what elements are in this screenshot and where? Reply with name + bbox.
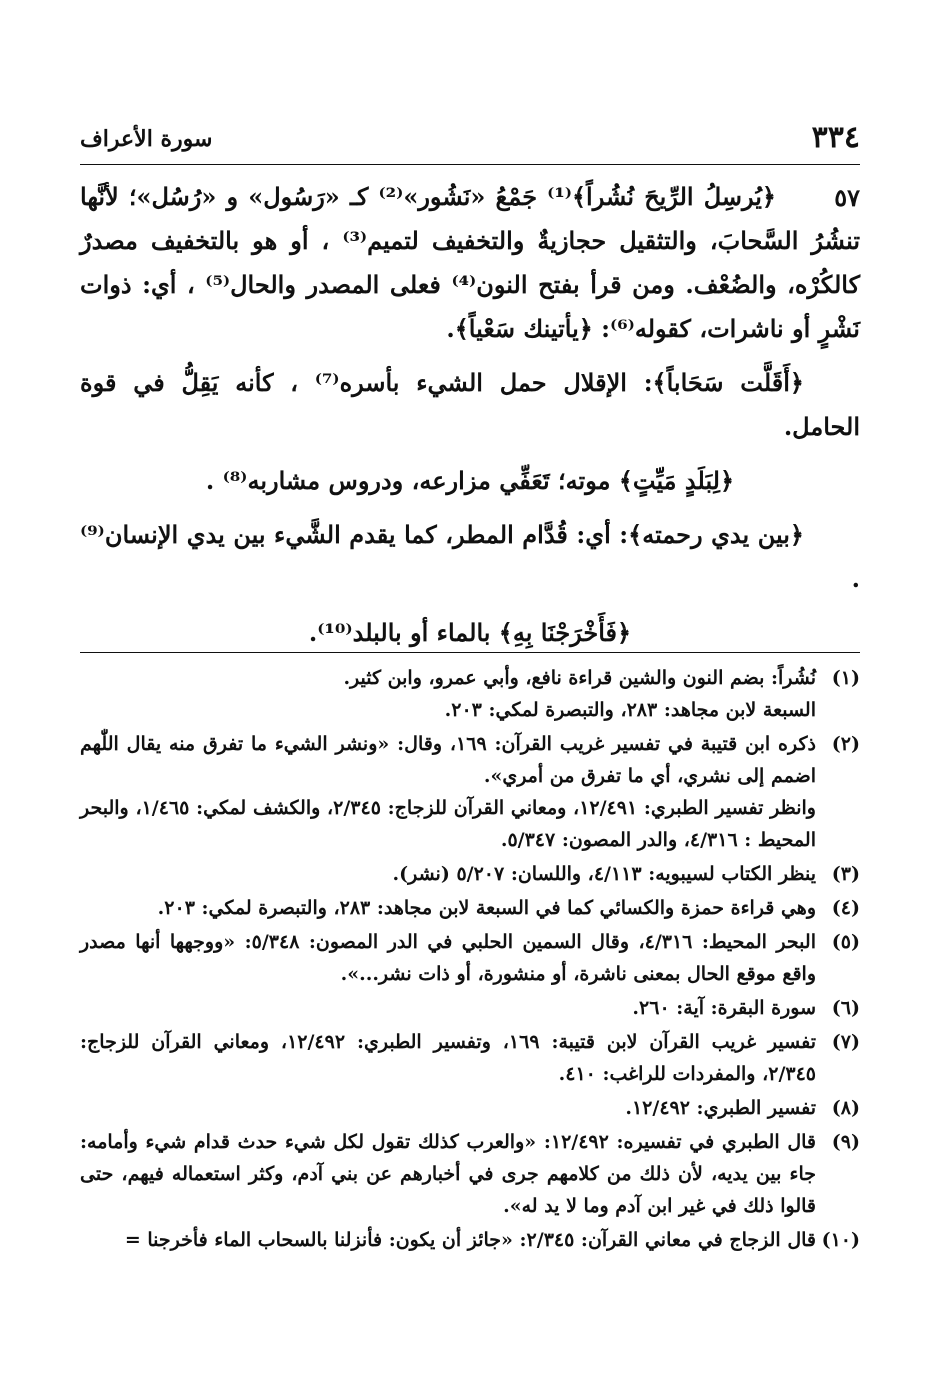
- footnote-number: (٧): [831, 1031, 860, 1053]
- footnote-text: ينظر الكتاب لسيبويه: ٤/١١٣، واللسان: ٥/٢٠٧ (نشر).: [392, 863, 816, 885]
- header-divider: [80, 164, 860, 165]
- footnote-text: نُشُراً: بضم النون والشين قراءة نافع، وأبي عمرو، وابن كثير.: [343, 667, 816, 689]
- footnote-number: (٤): [831, 897, 860, 919]
- footnote-text: سورة البقرة: آية: ٢٦٠.: [632, 997, 816, 1019]
- footnote-text: البحر المحيط: ٤/٣١٦، وقال السمين الحلبي في الدر المصون: ٥/٣٤٨: «ووجهها أنها مصدر واقع موقع الحال بمعنى ناشرة، أو منشورة، أو ذات نشر...».: [80, 931, 816, 985]
- main-text: [80, 175, 860, 655]
- footnote: [80, 728, 860, 856]
- surah-name: سورة الأعراف: [80, 126, 213, 152]
- commentary-entry: ﴿بين يدي رحمته﴾: أي: قُدَّام المطر، كما يقدم الشَّيء بين يدي الإنسان⁽⁹⁾ .: [80, 520, 860, 593]
- footnote-number: (١): [831, 667, 860, 689]
- footnote-number: (٥): [831, 931, 860, 953]
- footnote-text: قال الطبري في تفسيره: ١٢/٤٩٢: «والعرب كذلك تقول لكل شيء حدث قدام شيء وأمامه: جاء بين يديه، لأن ذلك من كلامهم جرى في أخبارهم عن بني آدم، وكثر استعماله فيهم، حتى قالوا ذلك في غير ابن آدم وما لا يد له».: [80, 1131, 816, 1217]
- footnote-number: (٣): [831, 863, 860, 885]
- commentary-entry: ﴿أَقَلَّت سَحَاباً﴾: الإقلال حمل الشيء بأسره⁽⁷⁾ ، كأنه يَقِلُّ في قوة الحامل.: [80, 368, 860, 441]
- running-header: [80, 120, 860, 164]
- footnote: [80, 858, 860, 890]
- footnote-text: وهي قراءة حمزة والكسائي كما في السبعة لابن مجاهد: ٢٨٣، والتبصرة لمكي: ٢٠٣.: [157, 897, 816, 919]
- footnote-number: (٨): [831, 1097, 860, 1119]
- footnotes: [80, 662, 860, 1258]
- footnote: [80, 662, 860, 726]
- footnote-text: ذكره ابن قتيبة في تفسير غريب القرآن: ١٦٩، وقال: «ونشر الشيء ما تفرق منه يقال اللّٰهم اضمم إلى نشري، أي ما تفرق من أمري».: [80, 733, 816, 787]
- commentary-entry: ﴿فَأَخْرَجْنَا بِهِ﴾ بالماء أو بالبلد⁽¹⁰⁾.: [308, 618, 632, 647]
- footnote: [80, 1126, 860, 1222]
- footnote-number: (٦): [831, 997, 860, 1019]
- commentary-text: ﴿يُرسِلُ الرِّيحَ نُشُراً﴾⁽¹⁾ جَمْعُ «نَشُور»⁽²⁾ كـ «رَسُول» و «رُسُل»؛ لأنَّها تنشُرُ السَّحابَ، والتثقيل حجازيةٌ والتخفيف لتميم⁽³⁾ ، أو هو بالتخفيف مصدرٌ كالكُرْه، والضُعْف. ومن قرأ بفتح النون⁽⁴⁾ فعلى المصدر والحال⁽⁵⁾ ، أي: ذوات نَشْرٍ أو ناشرات، كقوله⁽⁶⁾: ﴿يأتينك سَعْياً﴾.: [80, 182, 861, 343]
- footnote: [80, 926, 860, 990]
- footnote-text: السبعة لابن مجاهد: ٢٨٣، والتبصرة لمكي: ٢٠٣.: [444, 699, 816, 721]
- footnote-text: تفسير الطبري: ١٢/٤٩٢.: [625, 1097, 816, 1119]
- footnote-number: (٩): [831, 1131, 860, 1153]
- verse-number: ٥٧: [834, 183, 860, 212]
- footnote-number: (٢): [831, 733, 860, 755]
- page-number: ٣٣٤: [811, 120, 860, 155]
- footnote: [80, 1026, 860, 1090]
- footnote-divider: [80, 652, 860, 653]
- commentary-entry: [80, 175, 860, 351]
- footnote-text: قال الزجاج في معاني القرآن: ٢/٣٤٥: «جائز أن يكون: فأنزلنا بالسحاب الماء فأخرجنا =: [124, 1229, 816, 1251]
- footnote-text: تفسير غريب القرآن لابن قتيبة: ١٦٩، وتفسير الطبري: ١٢/٤٩٢، ومعاني القرآن للزجاج: ٢/٣٤٥، والمفردات للراغب: ٤١٠.: [80, 1031, 816, 1085]
- footnote-text: وانظر تفسير الطبري: ١٢/٤٩١، ومعاني القرآن للزجاج: ٢/٣٤٥، والكشف لمكي: ١/٤٦٥، والبحر المحيط : ٤/٣١٦، والدر المصون: ٥/٣٤٧.: [80, 797, 816, 851]
- commentary-entry: ﴿لِبَلَدٍ مَيِّتٍ﴾ موته؛ تَعَفِّي مزارعه، ودروس مشاربه⁽⁸⁾ .: [205, 466, 735, 495]
- footnote: [80, 1224, 860, 1256]
- footnote-number: (١٠): [821, 1229, 860, 1251]
- footnote: [80, 892, 860, 924]
- footnote: [80, 1092, 860, 1124]
- footnote: [80, 992, 860, 1024]
